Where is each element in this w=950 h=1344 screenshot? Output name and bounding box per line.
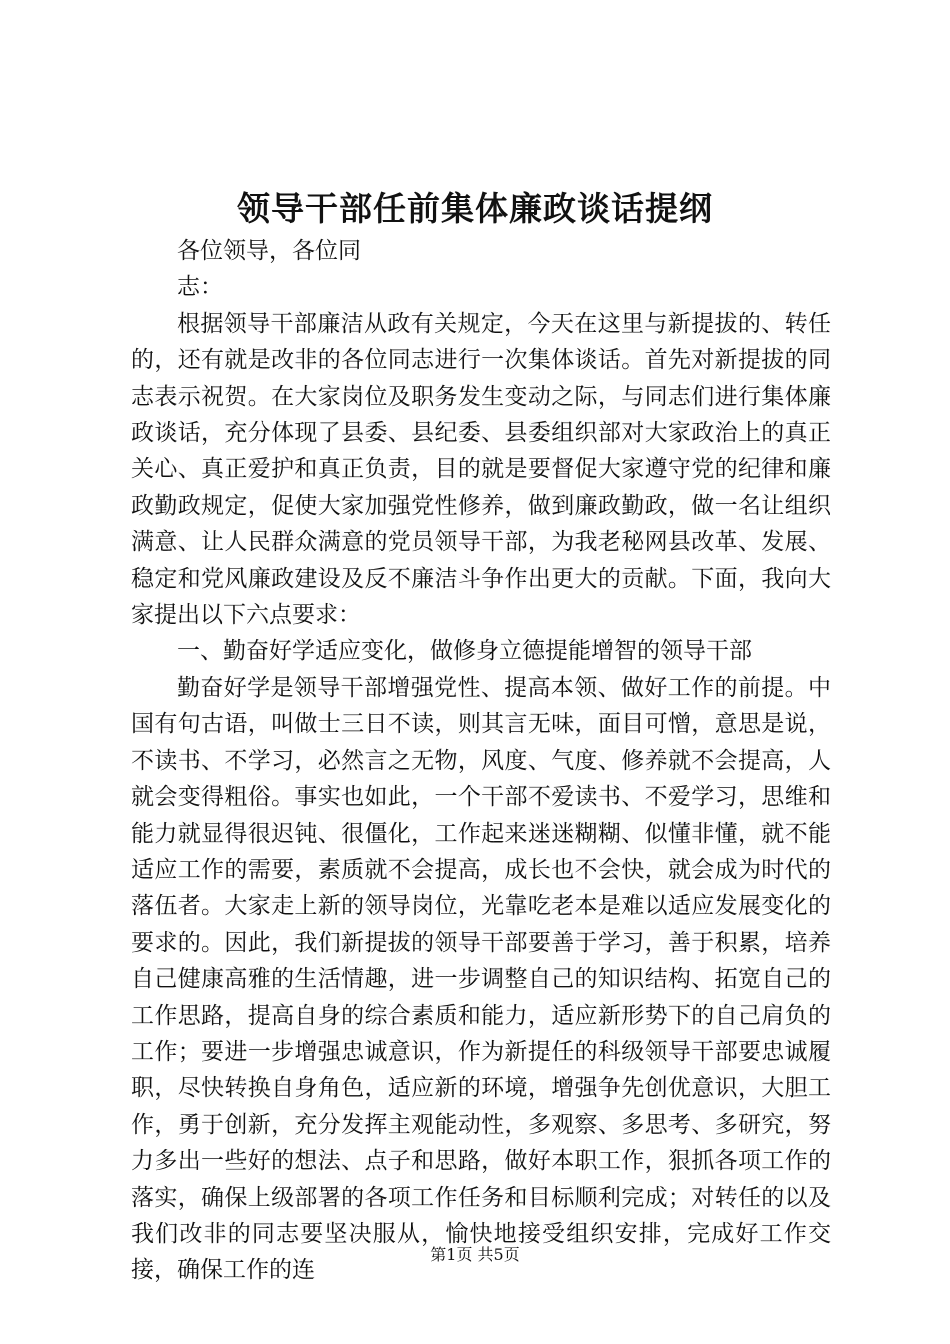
salutation: 各位领导，各位同志：: [177, 238, 361, 301]
document-body: [131, 233, 831, 1289]
intro-paragraph: 根据领导干部廉洁从政有关规定，今天在这里与新提拔的、转任的，还有就是改非的各位同志进行一次集体谈话。首先对新提拔的同志表示祝贺。在大家岗位及职务发生变动之际，与同志们进行集体廉政谈话，充分体现了县委、县纪委、县委组织部对大家政治上的真正关心、真正爱护和真正负责，目的就是要督促大家遵守党的纪律和廉政勤政规定，促使大家加强党性修养，做到廉政勤政，做一名让组织满意、让人民群众满意的党员领导干部，为我老秘网县改革、发展、稳定和党风廉政建设及反不廉洁斗争作出更大的贡献。下面，我向大家提出以下六点要求：: [131, 310, 831, 629]
page-footer: 第1页 共5页: [430, 1245, 520, 1264]
section-paragraph: 勤奋好学是领导干部增强党性、提高本领、做好工作的前提。中国有句古语，叫做士三日不读，则其言无味，面目可憎，意思是说，不读书、不学习，必然言之无物，风度、气度、修养就不会提高，人就会变得粗俗。事实也如此，一个干部不爱读书、不爱学习，思维和能力就显得很迟钝、很僵化，工作起来迷迷糊糊、似懂非懂，就不能适应工作的需要，素质就不会提高，成长也不会快，就会成为时代的落伍者。大家走上新的领导岗位，光靠吃老本是难以适应发展变化的要求的。因此，我们新提拔的领导干部要善于学习，善于积累，培养自己健康高雅的生活情趣，进一步调整自己的知识结构、拓宽自己的工作思路，提高自身的综合素质和能力，适应新形势下的自己肩负的工作；要进一步增强忠诚意识，作为新提任的科级领导干部要忠诚履职，尽快转换自身角色，适应新的环境，增强争先创优意识，大胆工作，勇于创新，充分发挥主观能动性，多观察、多思考、多研究，努力多出一些好的想法、点子和思路，做好本职工作，狠抓各项工作的落实，确保上级部署的各项工作任务和目标顺利完成；对转任的以及我们改非的同志要坚决服从，愉快地接受组织安排，完成好工作交接，确保工作的连: [131, 674, 831, 1284]
section-heading: 一、勤奋好学适应变化，做修身立德提能增智的领导干部: [177, 638, 752, 665]
document-title: 领导干部任前集体廉政谈话提纲: [237, 189, 713, 228]
